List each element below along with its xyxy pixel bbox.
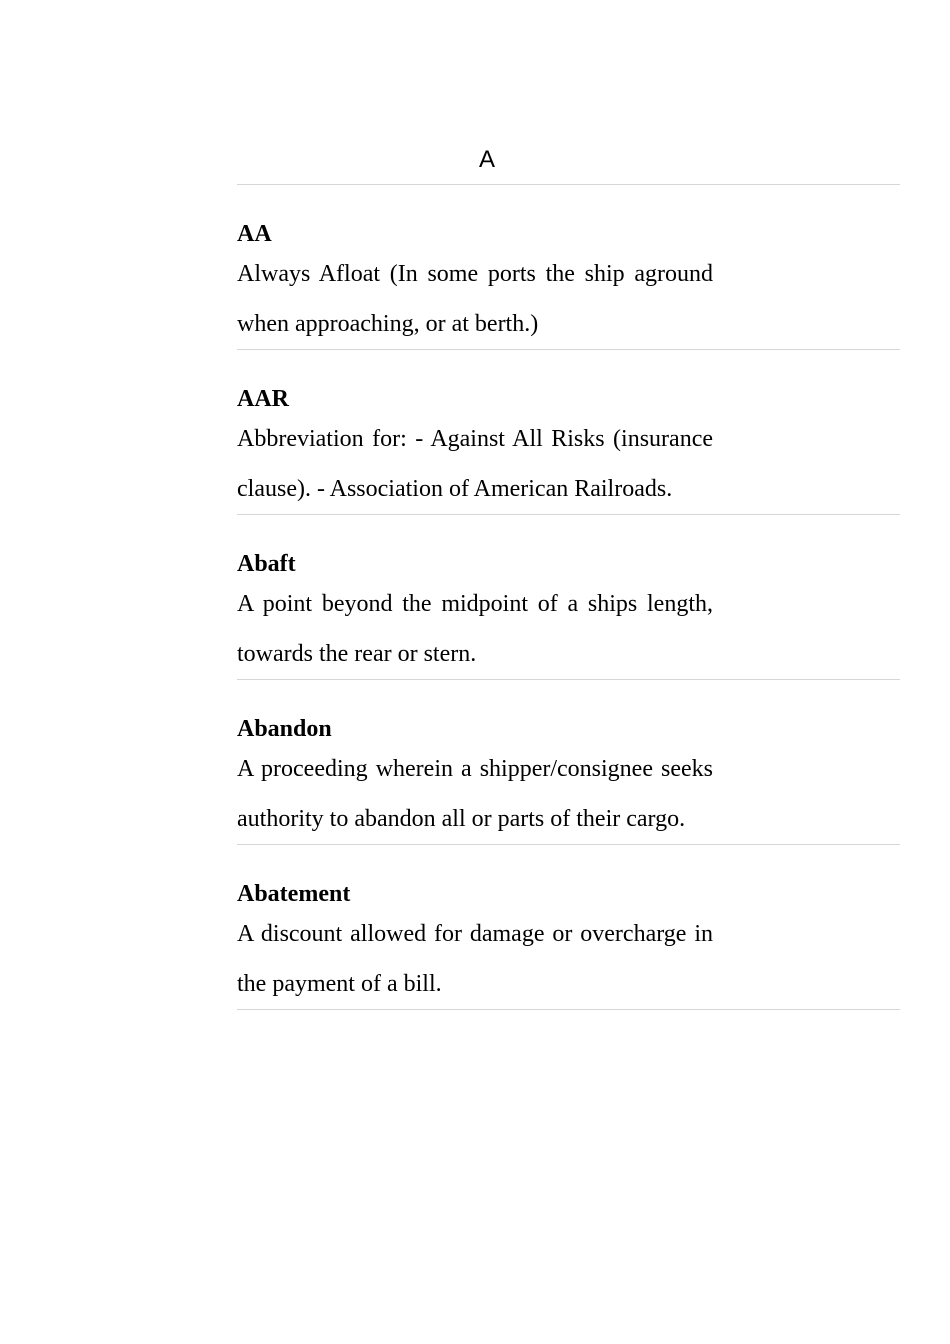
section-letter-heading: A <box>478 146 495 173</box>
entry-term: Abandon <box>237 716 332 742</box>
entry-definition: Always Afloat (In some ports the ship aground when approaching, or at berth.) <box>237 261 713 337</box>
glossary-entry-list <box>237 185 900 1010</box>
glossary-entry-abaft <box>237 515 900 680</box>
entry-definition: A discount allowed for damage or overcharge in the payment of a bill. <box>237 921 713 997</box>
entry-term: Abatement <box>237 881 351 907</box>
glossary-entry-aa <box>237 185 900 350</box>
entry-definition: Abbreviation for: - Against All Risks (insurance clause). - Association of American Railroads. <box>237 426 713 502</box>
entry-definition: A point beyond the midpoint of a ships length, towards the rear or stern. <box>237 591 713 667</box>
entry-definition: A proceeding wherein a shipper/consignee seeks authority to abandon all or parts of their cargo. <box>237 756 713 832</box>
glossary-entry-aar <box>237 350 900 515</box>
glossary-entry-abandon <box>237 680 900 845</box>
entry-term: AA <box>237 221 272 247</box>
entry-term: AAR <box>237 386 289 412</box>
entry-term: Abaft <box>237 551 296 577</box>
glossary-entry-abatement <box>237 845 900 1010</box>
